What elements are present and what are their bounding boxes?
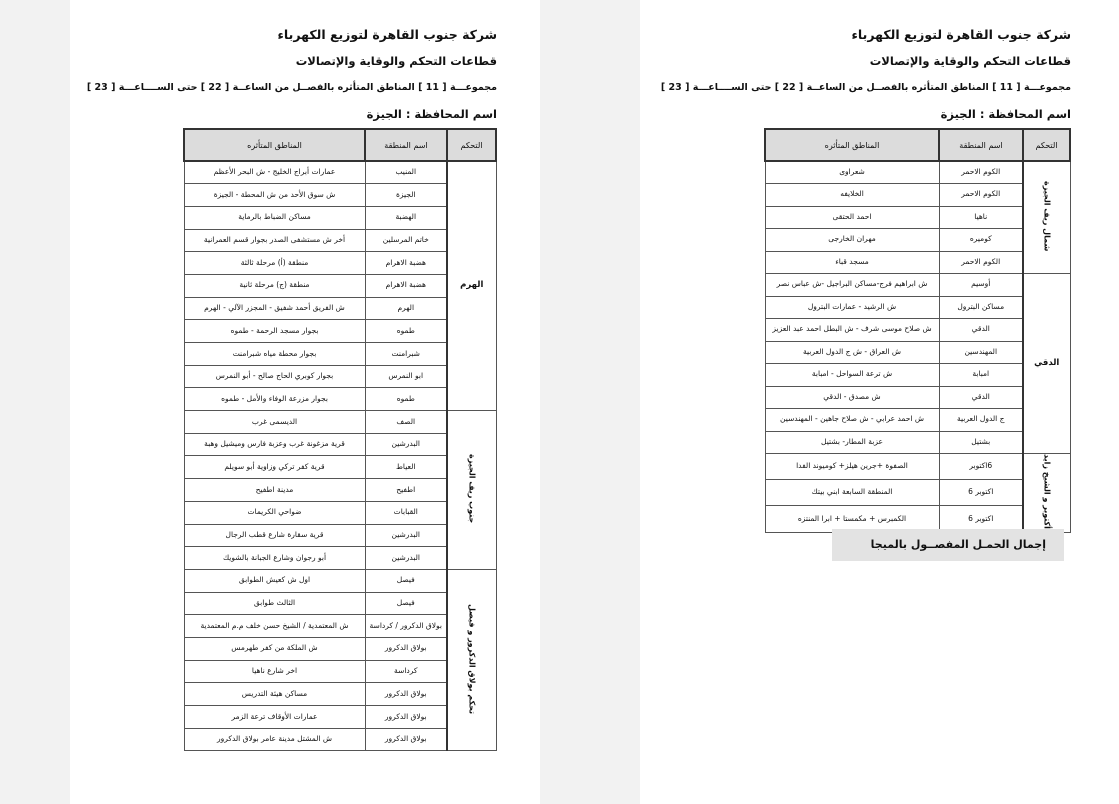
affected-area-cell: مساكن هيئة التدريس	[184, 683, 365, 706]
table-row	[184, 569, 496, 592]
affected-area-cell: منطقة (ج) مرحلة ثانية	[184, 274, 365, 297]
area-cell: الكوم الاحمر	[939, 251, 1023, 274]
right-governorate: اسم المحافظة : الجيزة	[940, 107, 1071, 121]
control-group-label: أكتوبر و الشيخ زايد	[1042, 454, 1052, 529]
area-cell: ابو النمرس	[365, 365, 447, 388]
area-cell: بولاق الدكرور / كرداسة	[365, 615, 447, 638]
area-cell: الدقي	[939, 386, 1023, 409]
affected-area-cell: قرية كفر تركي وزاوية أبو سويلم	[184, 456, 365, 479]
area-cell: الكوم الاحمر	[939, 161, 1023, 184]
affected-area-cell: ش العراق - ش ج الدول العربية	[765, 341, 939, 364]
table-row	[184, 411, 496, 434]
area-cell: الهضبة	[365, 206, 447, 229]
affected-area-cell: الديسمى غرب	[184, 411, 365, 434]
affected-area-cell: الصفوة +جرين هيلز+ كوميوند الفدا	[765, 454, 939, 480]
affected-area-cell: ش ابراهيم فرج-مساكن البراجيل -ش عباس نصر	[765, 274, 939, 297]
area-cell: هضبة الاهرام	[365, 274, 447, 297]
area-cell: كرداسة	[365, 660, 447, 683]
area-cell: المنيب	[365, 161, 447, 184]
area-cell: بولاق الدكرور	[365, 683, 447, 706]
affected-area-cell: عمارات الأوقاف ترعة الزمر	[184, 706, 365, 729]
area-cell: بولاق الدكرور	[365, 637, 447, 660]
area-cell: القبابات	[365, 501, 447, 524]
area-cell: الهرم	[365, 297, 447, 320]
affected-area-cell: مساكن الضباط بالرماية	[184, 206, 365, 229]
area-cell: البدرشين	[365, 433, 447, 456]
control-column-header: التحكم	[1023, 129, 1070, 161]
area-cell: شبرامنت	[365, 343, 447, 366]
area-cell: الصف	[365, 411, 447, 434]
affected-area-cell: ش الفريق أحمد شفيق - المجزر الآلي - الهرم	[184, 297, 365, 320]
area-cell: بولاق الدكرور	[365, 728, 447, 751]
affected-column-header: المناطق المتأثره	[765, 129, 939, 161]
table-row	[765, 274, 1070, 297]
affected-area-cell: أبو رجوان وشارع الجبانة بالشويك	[184, 547, 365, 570]
affected-area-cell: عزبة المطار- بشتيل	[765, 431, 939, 454]
area-cell: ناهيا	[939, 206, 1023, 229]
area-column-header: اسم المنطقة	[939, 129, 1023, 161]
area-cell: طموه	[365, 388, 447, 411]
affected-area-cell: مدينة اطفيح	[184, 479, 365, 502]
area-cell: العياط	[365, 456, 447, 479]
affected-area-cell: ش الرشيد - عمارات البترول	[765, 296, 939, 319]
table-row	[765, 161, 1070, 184]
affected-area-cell: مسجد قباء	[765, 251, 939, 274]
affected-area-cell: أخر ش مستشفى الصدر بجوار قسم العمرانية	[184, 229, 365, 252]
area-cell: ج الدول العربية	[939, 409, 1023, 432]
affected-area-cell: بجوار مزرعة الوفاء والأمل - طموه	[184, 388, 365, 411]
affected-area-cell: الخلايفه	[765, 184, 939, 207]
control-group-cell	[1023, 454, 1070, 533]
affected-area-cell: شعراوى	[765, 161, 939, 184]
area-cell: اطفيح	[365, 479, 447, 502]
control-group-cell	[447, 569, 496, 751]
table-row	[765, 454, 1070, 480]
area-cell: الدقي	[939, 319, 1023, 342]
left-outage-table	[183, 128, 497, 751]
control-group-label: شمال ريف الجيزة	[1042, 181, 1052, 252]
affected-column-header: المناطق المتأثره	[184, 129, 365, 161]
area-cell: اكتوبر 6	[939, 480, 1023, 506]
left-governorate: اسم المحافظة : الجيزة	[366, 107, 497, 121]
affected-area-cell: منطقة (أ) مرحلة ثالثة	[184, 252, 365, 275]
area-cell: هضبة الاهرام	[365, 252, 447, 275]
affected-area-cell: بجوار محطة مياه شبرامنت	[184, 343, 365, 366]
affected-area-cell: ش ترعة السواحل - امبابة	[765, 364, 939, 387]
area-cell: المهندسين	[939, 341, 1023, 364]
affected-area-cell: قرية مزغونة غرب وعزبة فارس وميشيل وهبة	[184, 433, 365, 456]
total-load-label: إجمال الحمـل المفصــول بالميجا	[832, 529, 1064, 561]
left-department-title: قطاعات التحكم والوقاية والإتصالات	[295, 54, 497, 68]
right-company-name: شركة جنوب القاهرة لتوزيع الكهرباء	[851, 27, 1071, 42]
affected-area-cell: ش المعتمدية / الشيخ حسن خلف م.م المعتمدية	[184, 615, 365, 638]
control-group-cell	[447, 161, 496, 411]
area-cell: طموه	[365, 320, 447, 343]
left-company-name: شركة جنوب القاهرة لتوزيع الكهرباء	[277, 27, 497, 42]
affected-area-cell: ش صلاح موسى شرف - ش البطل احمد عبد العزيز	[765, 319, 939, 342]
control-group-label: جنوب ريف الجيزة	[467, 454, 477, 524]
right-department-title: قطاعات التحكم والوقاية والإتصالات	[869, 54, 1071, 68]
control-group-label: الدقي	[1034, 357, 1060, 368]
control-group-label: الهرم	[460, 280, 484, 291]
affected-area-cell: ش الملكة من كفر طهرمس	[184, 637, 365, 660]
area-cell: اكتوبر 6	[939, 506, 1023, 532]
area-cell: 6اكتوبر	[939, 454, 1023, 480]
right-outage-table	[764, 128, 1071, 533]
affected-area-cell: اخر شارع ناهيا	[184, 660, 365, 683]
area-cell: فيصل	[365, 592, 447, 615]
area-cell: فيصل	[365, 569, 447, 592]
area-cell: كوميره	[939, 229, 1023, 252]
affected-area-cell: اول ش كعيش الطوابق	[184, 569, 365, 592]
area-cell: بشتيل	[939, 431, 1023, 454]
affected-area-cell: ش سوق الأحد من ش المحطة - الجيزة	[184, 184, 365, 207]
area-cell: امبابة	[939, 364, 1023, 387]
affected-area-cell: احمد الحتقى	[765, 206, 939, 229]
table-row	[184, 161, 496, 184]
affected-area-cell: الثالث طوابق	[184, 592, 365, 615]
control-group-cell	[1023, 274, 1070, 454]
area-column-header: اسم المنطقة	[365, 129, 447, 161]
affected-area-cell: مهران الخارجى	[765, 229, 939, 252]
affected-area-cell: ش مصدق - الدقي	[765, 386, 939, 409]
right-group-line: مجموعـــة [ 11 ] المناطق المتأثره بالفصــل من الساعــة [ 22 ] حتى الســــاعـــة [ 23 ]	[660, 82, 1071, 93]
affected-area-cell: ش احمد عرابي - ش صلاح جاهين - المهندسين	[765, 409, 939, 432]
area-cell: الجيزة	[365, 184, 447, 207]
affected-area-cell: بجوار كوبري الحاج صالح - أبو النمرس	[184, 365, 365, 388]
area-cell: خاتم المرسلين	[365, 229, 447, 252]
affected-area-cell: الكمبرس + مكمستا + ابرا المنتزه	[765, 506, 939, 532]
area-cell: أوسيم	[939, 274, 1023, 297]
area-cell: البدرشين	[365, 524, 447, 547]
affected-area-cell: بجوار مسجد الرحمة - طموه	[184, 320, 365, 343]
left-table-header-row	[184, 129, 496, 161]
affected-area-cell: قرية سقارة شارع قطب الرجال	[184, 524, 365, 547]
control-group-cell	[1023, 161, 1070, 274]
affected-area-cell: ضواحي الكريمات	[184, 501, 365, 524]
affected-area-cell: عمارات أبراج الخليج - ش البحر الأعظم	[184, 161, 365, 184]
right-table-header-row	[765, 129, 1070, 161]
area-cell: الكوم الاحمر	[939, 184, 1023, 207]
control-group-cell	[447, 411, 496, 570]
affected-area-cell: المنطقة السابعة ابني بيتك	[765, 480, 939, 506]
left-group-line: مجموعـــة [ 11 ] المناطق المتأثره بالفصــل من الساعــة [ 22 ] حتى الســــاعـــة [ 23 ]	[86, 82, 497, 93]
control-column-header: التحكم	[447, 129, 496, 161]
area-cell: مساكن البترول	[939, 296, 1023, 319]
area-cell: بولاق الدكرور	[365, 706, 447, 729]
control-group-label: تحكم بولاق الدكرور و فيصل	[467, 603, 477, 714]
area-cell: البدرشين	[365, 547, 447, 570]
affected-area-cell: ش المشتل مدينة عامر بولاق الدكرور	[184, 728, 365, 751]
